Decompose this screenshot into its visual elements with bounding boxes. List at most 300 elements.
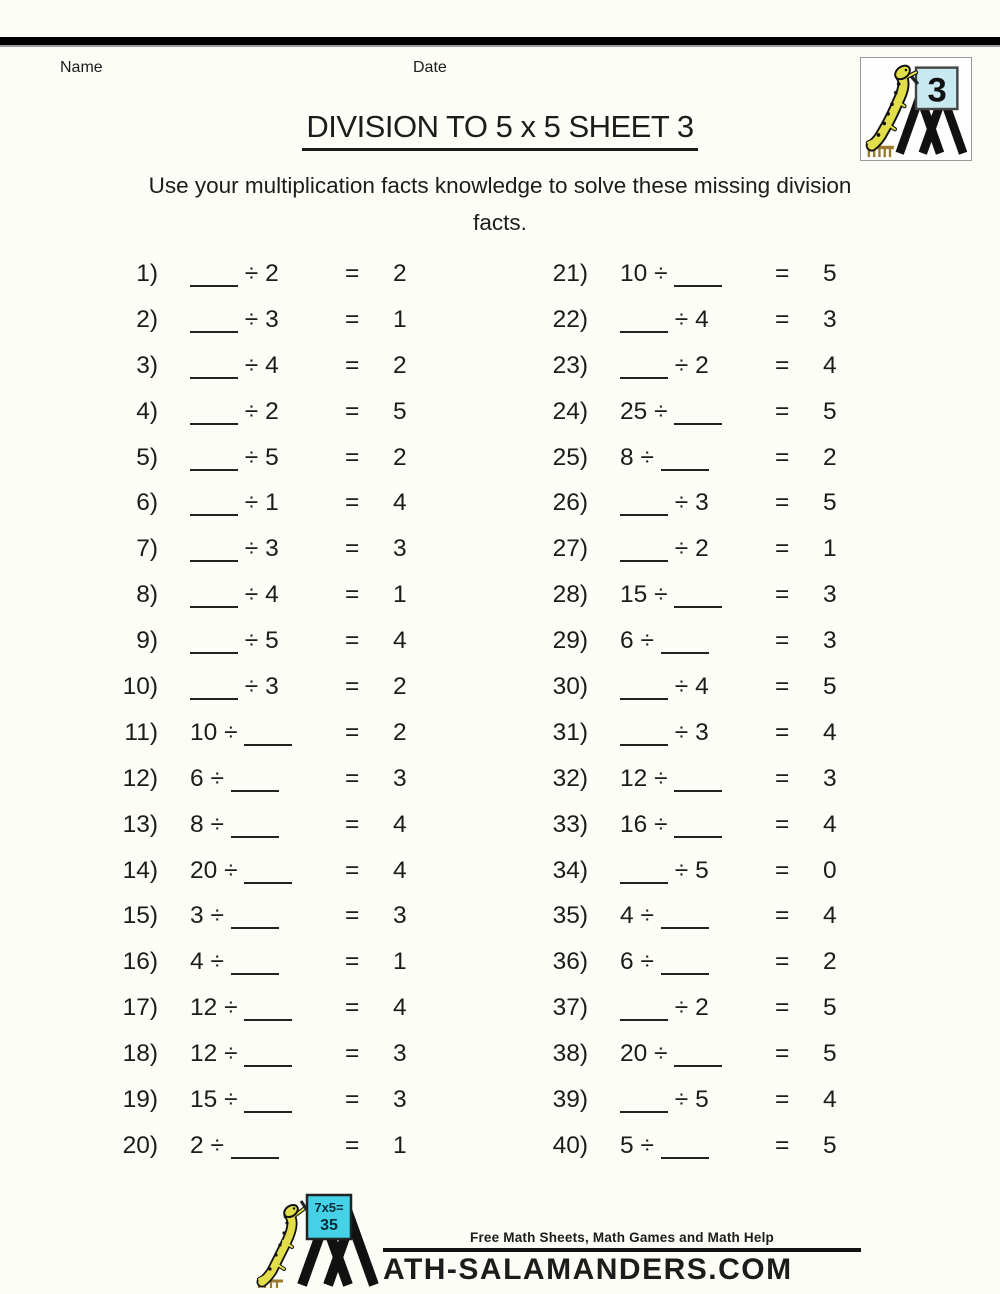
problem-expression xyxy=(588,398,743,426)
missing-divisor-blank[interactable] xyxy=(674,260,722,287)
missing-dividend-blank[interactable] xyxy=(620,673,668,700)
quotient-value: 4 xyxy=(823,1085,837,1113)
divide-sign: ÷ xyxy=(238,443,266,471)
divide-sign: ÷ xyxy=(238,672,266,700)
quotient-value: 3 xyxy=(393,535,407,563)
equals-sign: = xyxy=(345,1085,360,1113)
footer-rule xyxy=(383,1248,861,1252)
missing-divisor-blank[interactable] xyxy=(231,1132,279,1159)
divide-sign: ÷ xyxy=(668,1085,696,1113)
divisor-value: 2 xyxy=(695,994,709,1022)
problem-number: 36) xyxy=(552,948,588,976)
footer-text xyxy=(383,1230,861,1289)
dividend-value: 12 xyxy=(190,994,218,1022)
missing-dividend-blank[interactable] xyxy=(620,1086,668,1113)
equals-sign: = xyxy=(345,856,360,884)
equals-sign: = xyxy=(345,994,360,1022)
problem-expression xyxy=(158,948,313,976)
problem-row-3 xyxy=(85,343,515,389)
problem-row-30 xyxy=(515,664,945,710)
quotient-value: 4 xyxy=(393,856,407,884)
problem-expression xyxy=(588,811,743,839)
dividend-value: 8 xyxy=(620,443,634,471)
problem-number: 17) xyxy=(122,994,158,1022)
equals-sign: = xyxy=(775,489,790,517)
problem-row-35 xyxy=(515,893,945,939)
equals-sign: = xyxy=(345,443,360,471)
problem-number: 7) xyxy=(136,535,158,563)
problem-row-38 xyxy=(515,1031,945,1077)
missing-divisor-blank[interactable] xyxy=(674,1041,722,1068)
quotient-value: 1 xyxy=(393,305,407,333)
problem-row-19 xyxy=(85,1077,515,1123)
problem-row-31 xyxy=(515,710,945,756)
problem-number: 30) xyxy=(552,672,588,700)
quotient-value: 0 xyxy=(823,856,837,884)
missing-divisor-blank[interactable] xyxy=(674,582,722,609)
divide-sign: ÷ xyxy=(238,351,266,379)
equals-sign: = xyxy=(345,627,360,655)
missing-dividend-blank[interactable] xyxy=(620,352,668,379)
divide-sign: ÷ xyxy=(217,718,245,746)
problem-number: 14) xyxy=(122,856,158,884)
problem-row-39 xyxy=(515,1077,945,1123)
problem-number: 6) xyxy=(136,489,158,517)
problem-expression xyxy=(588,948,743,976)
divide-sign: ÷ xyxy=(668,305,696,333)
divide-sign: ÷ xyxy=(633,948,661,976)
problem-row-25 xyxy=(515,435,945,481)
divide-sign: ÷ xyxy=(647,810,675,838)
quotient-value: 1 xyxy=(823,535,837,563)
problem-row-14 xyxy=(85,848,515,894)
problem-number: 21) xyxy=(552,259,588,287)
title-wrap xyxy=(0,109,1000,151)
problem-number: 23) xyxy=(552,351,588,379)
problem-expression xyxy=(588,627,743,655)
quotient-value: 5 xyxy=(393,397,407,425)
problem-row-34 xyxy=(515,848,945,894)
problem-number: 40) xyxy=(552,1131,588,1159)
missing-dividend-blank[interactable] xyxy=(190,260,238,287)
problem-row-24 xyxy=(515,389,945,435)
equals-sign: = xyxy=(775,627,790,655)
footer-salamander-icon xyxy=(255,1193,401,1289)
equals-sign: = xyxy=(775,810,790,838)
missing-dividend-blank[interactable] xyxy=(620,306,668,333)
quotient-value: 4 xyxy=(823,718,837,746)
problem-row-32 xyxy=(515,756,945,802)
salamander-badge-icon xyxy=(861,58,971,160)
quotient-value: 4 xyxy=(393,810,407,838)
quotient-value: 5 xyxy=(823,672,837,700)
missing-divisor-blank[interactable] xyxy=(661,628,709,655)
missing-dividend-blank[interactable] xyxy=(190,628,238,655)
divide-sign: ÷ xyxy=(217,994,245,1022)
problem-number: 39) xyxy=(552,1085,588,1113)
problem-number: 20) xyxy=(122,1131,158,1159)
divide-sign: ÷ xyxy=(668,489,696,517)
quotient-value: 1 xyxy=(393,1131,407,1159)
problem-expression xyxy=(588,1132,743,1160)
quotient-value: 2 xyxy=(393,718,407,746)
problem-number: 32) xyxy=(552,764,588,792)
equals-sign: = xyxy=(775,581,790,609)
missing-divisor-blank[interactable] xyxy=(674,398,722,425)
problem-number: 34) xyxy=(552,856,588,884)
divisor-value: 1 xyxy=(265,489,279,517)
divisor-value: 2 xyxy=(695,351,709,379)
problem-expression xyxy=(158,902,313,930)
instruction-line-2: facts. xyxy=(473,210,527,235)
missing-divisor-blank[interactable] xyxy=(244,995,292,1022)
missing-divisor-blank[interactable] xyxy=(674,765,722,792)
problem-number: 33) xyxy=(552,810,588,838)
divisor-value: 5 xyxy=(265,627,279,655)
footer-logo xyxy=(255,1193,401,1289)
equals-sign: = xyxy=(775,1131,790,1159)
problem-row-5 xyxy=(85,435,515,481)
divide-sign: ÷ xyxy=(238,581,266,609)
problem-expression xyxy=(588,673,743,701)
quotient-value: 2 xyxy=(823,948,837,976)
dividend-value: 12 xyxy=(620,764,648,792)
problem-expression xyxy=(158,444,313,472)
problem-number: 29) xyxy=(552,627,588,655)
dividend-value: 4 xyxy=(190,948,204,976)
missing-divisor-blank[interactable] xyxy=(661,444,709,471)
dividend-value: 10 xyxy=(190,718,218,746)
quotient-value: 2 xyxy=(393,351,407,379)
problem-expression xyxy=(158,765,313,793)
problem-row-26 xyxy=(515,480,945,526)
missing-dividend-blank[interactable] xyxy=(620,995,668,1022)
missing-dividend-blank[interactable] xyxy=(620,536,668,563)
problem-expression xyxy=(588,765,743,793)
problem-expression xyxy=(158,489,313,517)
problem-row-40 xyxy=(515,1123,945,1169)
divisor-value: 4 xyxy=(695,305,709,333)
problem-row-27 xyxy=(515,526,945,572)
missing-dividend-blank[interactable] xyxy=(190,536,238,563)
problem-number: 37) xyxy=(552,994,588,1022)
divisor-value: 3 xyxy=(265,305,279,333)
quotient-value: 5 xyxy=(823,994,837,1022)
problem-number: 22) xyxy=(552,305,588,333)
dividend-value: 15 xyxy=(620,581,648,609)
dividend-value: 6 xyxy=(620,948,634,976)
equals-sign: = xyxy=(345,351,360,379)
problem-row-8 xyxy=(85,572,515,618)
divide-sign: ÷ xyxy=(647,1040,675,1068)
missing-dividend-blank[interactable] xyxy=(190,444,238,471)
problem-row-28 xyxy=(515,572,945,618)
equals-sign: = xyxy=(775,1085,790,1113)
divide-sign: ÷ xyxy=(238,627,266,655)
divisor-value: 5 xyxy=(695,856,709,884)
problem-row-13 xyxy=(85,802,515,848)
problem-row-1 xyxy=(85,251,515,297)
quotient-value: 3 xyxy=(823,581,837,609)
dividend-value: 15 xyxy=(190,1085,218,1113)
problem-expression xyxy=(588,260,743,288)
quotient-value: 5 xyxy=(823,1131,837,1159)
problem-row-29 xyxy=(515,618,945,664)
problem-row-15 xyxy=(85,893,515,939)
equals-sign: = xyxy=(345,1040,360,1068)
problem-number: 35) xyxy=(552,902,588,930)
quotient-value: 4 xyxy=(393,627,407,655)
equals-sign: = xyxy=(775,1040,790,1068)
quotient-value: 3 xyxy=(393,764,407,792)
quotient-value: 4 xyxy=(393,489,407,517)
problem-expression xyxy=(588,994,743,1022)
missing-divisor-blank[interactable] xyxy=(244,1086,292,1113)
equals-sign: = xyxy=(775,535,790,563)
divide-sign: ÷ xyxy=(238,397,266,425)
missing-divisor-blank[interactable] xyxy=(231,765,279,792)
divisor-value: 2 xyxy=(695,535,709,563)
equals-sign: = xyxy=(775,994,790,1022)
missing-dividend-blank[interactable] xyxy=(190,398,238,425)
problems-column-left xyxy=(85,251,515,1169)
divide-sign: ÷ xyxy=(633,443,661,471)
quotient-value: 4 xyxy=(393,994,407,1022)
problem-number: 15) xyxy=(122,902,158,930)
problem-row-17 xyxy=(85,985,515,1031)
equals-sign: = xyxy=(775,856,790,884)
problem-number: 12) xyxy=(122,764,158,792)
equals-sign: = xyxy=(775,948,790,976)
problem-expression xyxy=(158,994,313,1022)
problem-number: 24) xyxy=(552,397,588,425)
problem-row-12 xyxy=(85,756,515,802)
name-label: Name xyxy=(60,59,103,76)
problem-expression xyxy=(588,857,743,885)
quotient-value: 4 xyxy=(823,810,837,838)
dividend-value: 25 xyxy=(620,397,648,425)
divide-sign: ÷ xyxy=(668,994,696,1022)
footer-tagline: Free Math Sheets, Math Games and Math Help xyxy=(470,1229,774,1245)
problem-number: 11) xyxy=(124,718,158,746)
missing-divisor-blank[interactable] xyxy=(661,949,709,976)
divide-sign: ÷ xyxy=(217,856,245,884)
missing-dividend-blank[interactable] xyxy=(190,673,238,700)
problem-row-6 xyxy=(85,480,515,526)
divisor-value: 3 xyxy=(695,489,709,517)
divide-sign: ÷ xyxy=(238,305,266,333)
divisor-value: 4 xyxy=(695,672,709,700)
equals-sign: = xyxy=(775,305,790,333)
missing-divisor-blank[interactable] xyxy=(231,811,279,838)
problem-number: 31) xyxy=(552,718,588,746)
missing-divisor-blank[interactable] xyxy=(231,949,279,976)
divide-sign: ÷ xyxy=(238,259,266,287)
divide-sign: ÷ xyxy=(633,1131,661,1159)
problem-expression xyxy=(158,306,313,334)
problem-number: 1) xyxy=(136,259,158,287)
missing-divisor-blank[interactable] xyxy=(244,719,292,746)
problem-number: 4) xyxy=(136,397,158,425)
divisor-value: 4 xyxy=(265,351,279,379)
problem-expression xyxy=(158,260,313,288)
equals-sign: = xyxy=(345,259,360,287)
problem-row-2 xyxy=(85,297,515,343)
divisor-value: 5 xyxy=(265,443,279,471)
quotient-value: 3 xyxy=(823,764,837,792)
quotient-value: 2 xyxy=(393,443,407,471)
dividend-value: 12 xyxy=(190,1040,218,1068)
quotient-value: 4 xyxy=(823,351,837,379)
problem-expression xyxy=(158,673,313,701)
missing-dividend-blank[interactable] xyxy=(620,490,668,517)
problem-expression xyxy=(588,902,743,930)
problem-number: 3) xyxy=(136,351,158,379)
quotient-value: 3 xyxy=(393,1040,407,1068)
missing-dividend-blank[interactable] xyxy=(620,857,668,884)
problem-expression xyxy=(588,1086,743,1114)
quotient-value: 4 xyxy=(823,902,837,930)
problem-number: 2) xyxy=(136,305,158,333)
missing-dividend-blank[interactable] xyxy=(190,306,238,333)
problem-expression xyxy=(158,398,313,426)
problem-number: 16) xyxy=(122,948,158,976)
problem-number: 8) xyxy=(136,581,158,609)
problem-expression xyxy=(158,627,313,655)
problem-expression xyxy=(588,352,743,380)
divide-sign: ÷ xyxy=(217,1040,245,1068)
missing-divisor-blank[interactable] xyxy=(244,857,292,884)
problem-expression xyxy=(158,535,313,563)
quotient-value: 5 xyxy=(823,489,837,517)
equals-sign: = xyxy=(345,948,360,976)
equals-sign: = xyxy=(345,489,360,517)
missing-dividend-blank[interactable] xyxy=(190,490,238,517)
dividend-value: 2 xyxy=(190,1131,204,1159)
missing-dividend-blank[interactable] xyxy=(190,352,238,379)
divide-sign: ÷ xyxy=(647,259,675,287)
dividend-value: 8 xyxy=(190,810,204,838)
problem-expression xyxy=(158,581,313,609)
problem-expression xyxy=(158,352,313,380)
badge-sheet-number: 3 xyxy=(927,71,947,110)
problem-row-18 xyxy=(85,1031,515,1077)
missing-dividend-blank[interactable] xyxy=(620,719,668,746)
quotient-value: 3 xyxy=(823,305,837,333)
equals-sign: = xyxy=(345,535,360,563)
problem-row-11 xyxy=(85,710,515,756)
dividend-value: 10 xyxy=(620,259,648,287)
divide-sign: ÷ xyxy=(217,1085,245,1113)
divisor-value: 4 xyxy=(265,581,279,609)
missing-divisor-blank[interactable] xyxy=(244,1041,292,1068)
problem-number: 28) xyxy=(552,581,588,609)
dividend-value: 16 xyxy=(620,810,648,838)
divide-sign: ÷ xyxy=(633,902,661,930)
problem-expression xyxy=(588,489,743,517)
dividend-value: 5 xyxy=(620,1131,634,1159)
dividend-value: 20 xyxy=(190,856,218,884)
dividend-value: 20 xyxy=(620,1040,648,1068)
problem-row-7 xyxy=(85,526,515,572)
equals-sign: = xyxy=(345,581,360,609)
problem-number: 18) xyxy=(122,1040,158,1068)
equals-sign: = xyxy=(345,810,360,838)
quotient-value: 3 xyxy=(823,627,837,655)
problem-number: 26) xyxy=(552,489,588,517)
quotient-value: 5 xyxy=(823,397,837,425)
problem-number: 10) xyxy=(122,672,158,700)
divisor-value: 2 xyxy=(265,397,279,425)
quotient-value: 5 xyxy=(823,259,837,287)
footer-board-line1: 7x5= xyxy=(314,1199,344,1215)
missing-dividend-blank[interactable] xyxy=(190,582,238,609)
missing-divisor-blank[interactable] xyxy=(231,903,279,930)
problem-row-37 xyxy=(515,985,945,1031)
problem-expression xyxy=(588,581,743,609)
problem-number: 13) xyxy=(122,810,158,838)
missing-divisor-blank[interactable] xyxy=(661,1132,709,1159)
problem-expression xyxy=(588,719,743,747)
equals-sign: = xyxy=(345,764,360,792)
instruction-text xyxy=(0,167,1000,241)
problem-row-16 xyxy=(85,939,515,985)
footer-site-name: ATH-SALAMANDERS.COM xyxy=(383,1252,793,1286)
problem-number: 27) xyxy=(552,535,588,563)
problem-number: 19) xyxy=(122,1085,158,1113)
problem-expression xyxy=(158,719,313,747)
problem-row-21 xyxy=(515,251,945,297)
equals-sign: = xyxy=(345,672,360,700)
footer-board-line2: 35 xyxy=(320,1216,338,1234)
divide-sign: ÷ xyxy=(203,948,231,976)
divisor-value: 3 xyxy=(695,718,709,746)
divide-sign: ÷ xyxy=(668,351,696,379)
dividend-value: 3 xyxy=(190,902,204,930)
problem-expression xyxy=(588,306,743,334)
header-row xyxy=(0,47,1000,97)
quotient-value: 2 xyxy=(393,259,407,287)
quotient-value: 3 xyxy=(393,902,407,930)
problem-row-23 xyxy=(515,343,945,389)
page-title: DIVISION TO 5 x 5 SHEET 3 xyxy=(302,109,697,151)
divide-sign: ÷ xyxy=(203,1131,231,1159)
missing-divisor-blank[interactable] xyxy=(674,811,722,838)
problem-expression xyxy=(158,1086,313,1114)
quotient-value: 1 xyxy=(393,948,407,976)
quotient-value: 5 xyxy=(823,1040,837,1068)
divide-sign: ÷ xyxy=(238,535,266,563)
date-label: Date xyxy=(413,59,447,76)
problem-row-36 xyxy=(515,939,945,985)
problem-expression xyxy=(158,1040,313,1068)
problem-expression xyxy=(158,857,313,885)
divisor-value: 2 xyxy=(265,259,279,287)
equals-sign: = xyxy=(775,718,790,746)
missing-divisor-blank[interactable] xyxy=(661,903,709,930)
equals-sign: = xyxy=(345,902,360,930)
dividend-value: 6 xyxy=(620,627,634,655)
problem-expression xyxy=(588,444,743,472)
dividend-value: 6 xyxy=(190,764,204,792)
equals-sign: = xyxy=(775,902,790,930)
problem-row-10 xyxy=(85,664,515,710)
sheet-badge xyxy=(860,57,972,161)
equals-sign: = xyxy=(775,259,790,287)
equals-sign: = xyxy=(345,1131,360,1159)
problem-expression xyxy=(158,1132,313,1160)
divide-sign: ÷ xyxy=(203,810,231,838)
